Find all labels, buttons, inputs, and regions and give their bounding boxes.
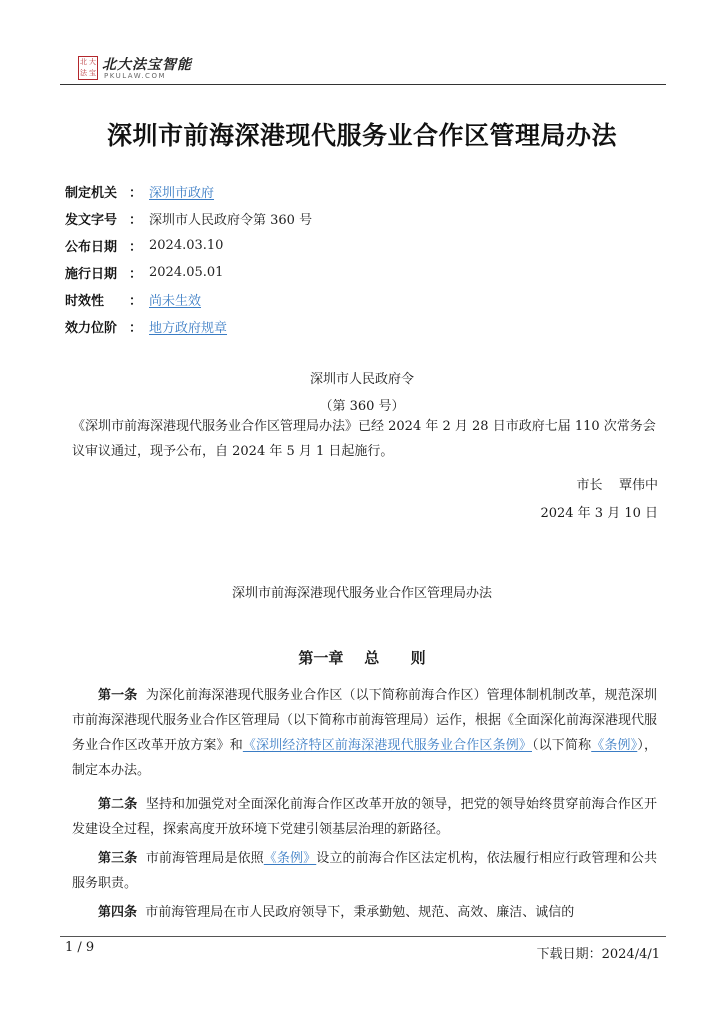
order-signature: 市长 覃伟中 [576, 478, 658, 493]
meta-label: 发文字号 [65, 213, 118, 228]
meta-label: 效力位阶 [65, 321, 118, 336]
issuing-authority-link[interactable]: 深圳市政府 [149, 186, 215, 201]
order-date: 2024 年 3 月 10 日 [540, 506, 658, 521]
chapter-heading: 第一章 总 则 [298, 649, 426, 667]
article-2: 第二条 坚持和加强党对全面深化前海合作区改革开放的领导，把党的领导始终贯穿前海合作区开发建设全过程，探索高度开放环境下党建引领基层治理的新路径。 [72, 797, 657, 837]
article-3: 第三条 市前海管理局是依照《条例》设立的前海合作区法定机构，依法履行相应行政管理和公共服务职责。 [72, 851, 657, 891]
order-issuer: 深圳市人民政府令 [309, 372, 414, 387]
regulation-link[interactable]: 《深圳经济特区前海深港现代服务业合作区条例》 [242, 738, 532, 753]
effective-date: 2024.05.01 [149, 265, 224, 280]
pkulaw-logo-seal: 北 大 法 宝 [78, 56, 98, 80]
meta-row-document-number: 发文字号 ： 深圳市人民政府令第 360 号 [65, 205, 312, 232]
regulation-short-link[interactable]: 《条例》 [263, 851, 317, 866]
site-header [60, 52, 666, 86]
legal-level-link[interactable]: 地方政府规章 [149, 321, 228, 336]
meta-row-legal-level: 效力位阶 ： 地方政府规章 [65, 313, 312, 340]
meta-label: 公布日期 [65, 240, 118, 255]
order-number: （第 360 号） [319, 399, 405, 414]
footer-divider [60, 936, 666, 937]
document-number: 深圳市人民政府令第 360 号 [149, 213, 313, 228]
document-title: 深圳市前海深港现代服务业合作区管理局办法 [106, 121, 617, 150]
meta-row-publish-date: 公布日期 ： 2024.03.10 [65, 238, 224, 255]
article-1: 第一条 为深化前海深港现代服务业合作区（以下简称前海合作区）管理体制机制改革，规范深圳市前海深港现代服务业合作区管理局（以下简称市前海管理局）运作，根据《全面深化前海深港现代服务业合作区改革开放方案》和《深圳经济特区前海深港现代服务业合作区条例》（以下简称《条例》），制定本办法。 [72, 688, 658, 778]
meta-row-validity: 时效性 ： 尚未生效 [65, 286, 312, 313]
logo-text: 北大法宝智能 [102, 57, 192, 73]
regulation-short-link[interactable]: 《条例》 [591, 738, 638, 753]
header-divider [60, 84, 666, 85]
article-label: 第三条 [98, 851, 138, 866]
page-number: 1 / 9 [65, 940, 95, 955]
meta-label: 制定机关 [65, 186, 118, 201]
meta-row-effective-date: 施行日期 ： 2024.05.01 [65, 265, 224, 282]
order-body: 《深圳市前海深港现代服务业合作区管理局办法》已经 2024 年 2 月 28 日市政府七届 110 次常务会议审议通过，现予公布，自 2024 年 5 月 1 日起施行。 [72, 419, 656, 459]
download-date: 下载日期：2024/4/1 [536, 947, 660, 962]
article-label: 第一条 [98, 688, 138, 703]
metadata-block [65, 178, 312, 340]
publish-date: 2024.03.10 [149, 238, 224, 253]
meta-label: 施行日期 [65, 267, 118, 282]
document-subtitle: 深圳市前海深港现代服务业合作区管理局办法 [231, 586, 492, 601]
article-label: 第二条 [98, 797, 138, 812]
validity-status-link[interactable]: 尚未生效 [149, 294, 202, 309]
article-4: 第四条 市前海管理局在市人民政府领导下，秉承勤勉、规范、高效、廉洁、诚信的 [98, 905, 575, 920]
article-label: 第四条 [98, 905, 138, 920]
meta-label: 时效性 [65, 294, 105, 309]
meta-row-issuing-authority: 制定机关 ： 深圳市政府 [65, 178, 312, 205]
logo-subtext: PKULAW.COM [104, 72, 166, 80]
